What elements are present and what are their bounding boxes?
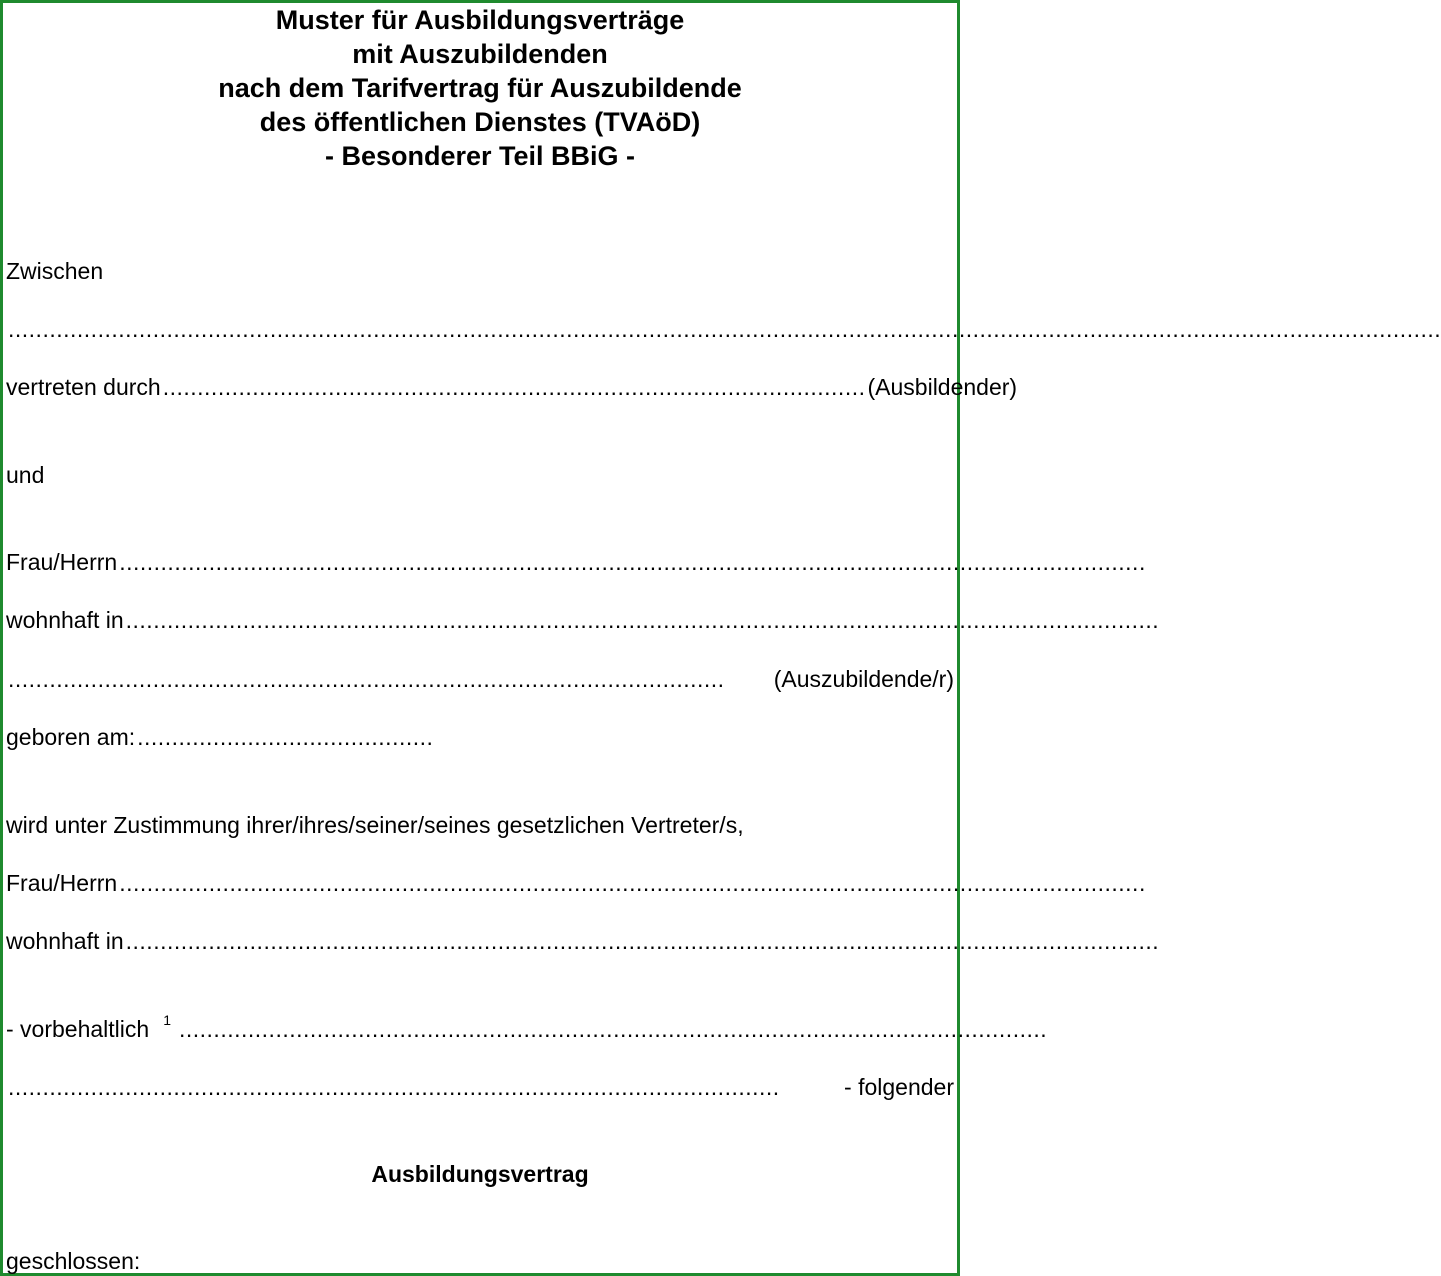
condition-line <box>6 1073 954 1101</box>
birthdate-field[interactable]: ........................................... <box>137 724 434 750</box>
title-line-4: des öffentlichen Dienstes (TVAöD) <box>259 107 701 137</box>
auszubildende-label: (Auszubildende/r) <box>773 666 954 692</box>
rep-address-field[interactable]: ...................................................................................................................................................... <box>125 928 1160 954</box>
rep-wohnhaft-label: wohnhaft in <box>6 928 124 954</box>
vertreten-line <box>6 373 1018 401</box>
geschlossen-label: geschlossen: <box>6 1248 141 1274</box>
und-label: und <box>6 462 45 488</box>
ausbildender-label: (Ausbildender) <box>867 374 1018 400</box>
employer-field[interactable] <box>6 315 1441 343</box>
zustimmung-text: wird unter Zustimmung ihrer/ihres/seiner/seines gesetzlichen Vertreter/s, <box>6 812 744 838</box>
title-line-1: Muster für Ausbildungsverträge <box>275 5 685 35</box>
rep-name-field[interactable]: ..................................................................................................................................................... <box>119 870 1146 896</box>
title-line-3: nach dem Tarifvertrag für Auszubildende <box>218 73 742 103</box>
condition-field[interactable]: ................................................................................................................ <box>8 1074 780 1100</box>
geboren-label: geboren am: <box>6 724 136 750</box>
footnote-marker: 1 <box>163 1012 171 1028</box>
trainee-address-field[interactable]: ...................................................................................................................................................... <box>125 607 1160 633</box>
trainee-name-field[interactable]: ..................................................................................................................................................... <box>119 549 1146 575</box>
rep-frau-herrn-label: Frau/Herrn <box>6 870 118 896</box>
zwischen-label: Zwischen <box>6 258 104 284</box>
rep-name-line <box>6 869 1146 897</box>
title-line-2: mit Auszubildenden <box>352 39 608 69</box>
vorbehaltlich-field[interactable]: .............................................................................................................................. <box>178 1016 1048 1042</box>
vertreten-field[interactable]: ...................................................................................................... <box>162 374 866 400</box>
ausbildungsvertrag-heading: Ausbildungsvertrag <box>371 1161 589 1187</box>
wohnhaft-label: wohnhaft in <box>6 607 124 633</box>
trainee-address-line <box>6 606 1160 634</box>
geschlossen-line <box>6 1247 954 1275</box>
employer-dots: ................................................................................................................................................................................................................ <box>8 316 1441 342</box>
frau-herrn-label: Frau/Herrn <box>6 549 118 575</box>
document-title <box>3 3 957 173</box>
vertreten-label: vertreten durch <box>6 374 161 400</box>
zwischen-line <box>6 257 954 285</box>
zustimmung-line <box>6 811 954 839</box>
rep-address-line <box>6 927 1160 955</box>
birthdate-line <box>6 723 954 751</box>
trainee-address2-line <box>6 665 954 693</box>
trainee-address2-field[interactable]: ........................................................................................................ <box>8 666 725 692</box>
folgender-label: - folgender <box>844 1074 954 1100</box>
title-line-5: - Besonderer Teil BBiG - <box>324 141 636 171</box>
vorbehaltlich-label: - vorbehaltlich <box>6 1016 150 1042</box>
trainee-name-line <box>6 548 1146 576</box>
und-line <box>6 461 954 489</box>
vorbehaltlich-line <box>6 1012 1048 1046</box>
